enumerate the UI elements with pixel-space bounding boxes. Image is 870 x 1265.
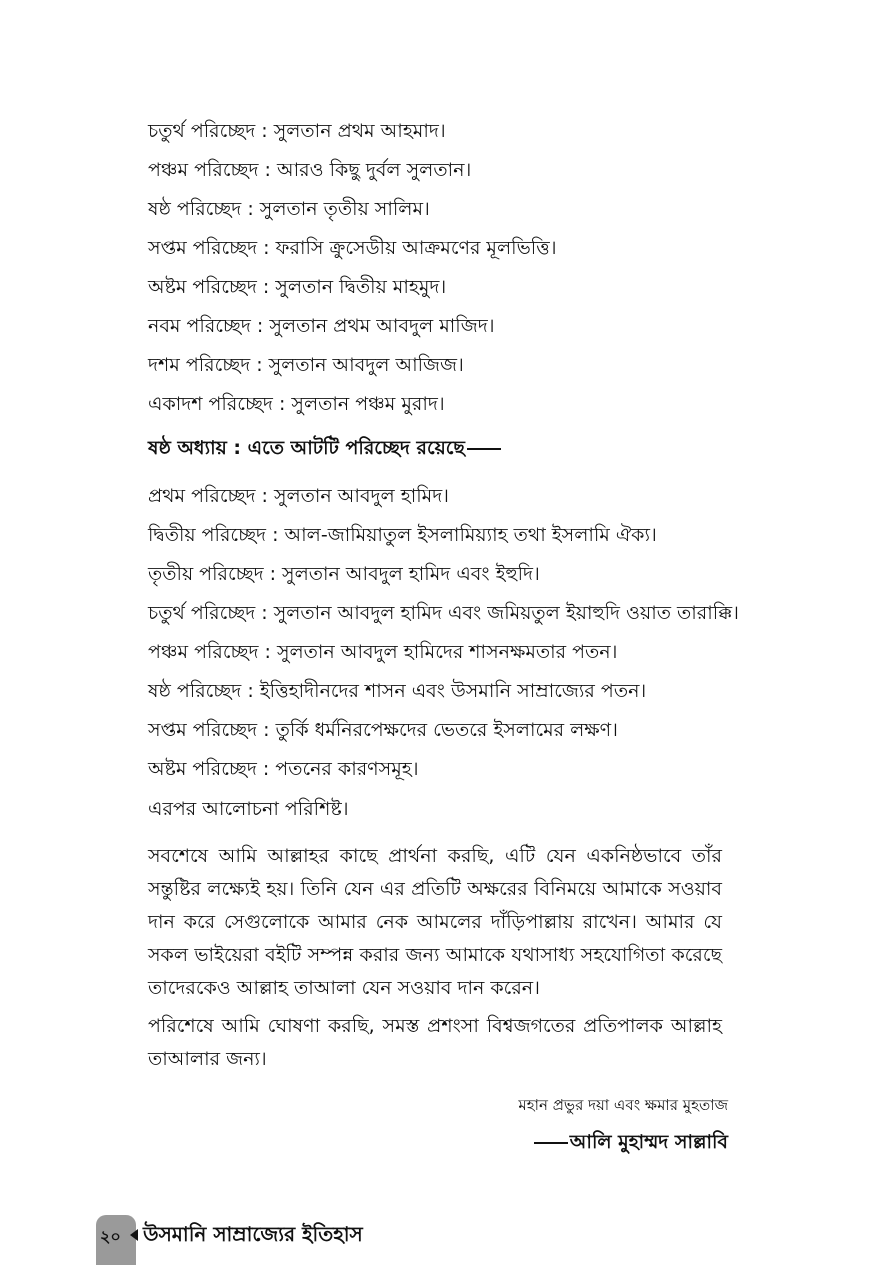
em-dash — [467, 448, 501, 450]
closing-paragraph: সবশেষে আমি আল্লাহর কাছে প্রার্থনা করছি, এটি যেন একনিষ্ঠভাবে তাঁর সন্তুষ্টির লক্ষ্যেই হয়। তিনি যেন এর প্রতিটি অক্ষরের বিনিময়ে আমাকে সওয়াব দান করে সেগুলোকে আমার নেক আমলের দাঁড়িপাল্লায় রাখেন। আমার যে সকল ভাইয়েরা বইটি সম্পন্ন করার জন্য আমাকে যথাসাধ্য সহযোগিতা করেছে তাদেরকেও আল্লাহ তাআলা যেন সওয়াব দান করেন। — [148, 845, 722, 999]
toc-item: তৃতীয় পরিচ্ছেদ : সুলতান আবদুল হামিদ এবং ইহুদি। — [148, 563, 540, 585]
toc-item: চতুর্থ পরিচ্ছেদ : সুলতান আবদুল হামিদ এবং জমিয়তুল ইয়াহুদি ওয়াত তারাক্কি। — [148, 602, 739, 624]
final-paragraph: পরিশেষে আমি ঘোষণা করছি, সমস্ত প্রশংসা বিশ্বজগতের প্রতিপালক আল্লাহ তাআলার জন্য। — [148, 1015, 722, 1070]
toc-item: সপ্তম পরিচ্ছেদ : ফরাসি ক্রুসেডীয় আক্রমণের মূলভিত্তি। — [148, 237, 557, 259]
page-number: ২০ — [100, 1227, 121, 1246]
toc-item: পঞ্চম পরিচ্ছেদ : সুলতান আবদুল হামিদের শাসনক্ষমতার পতন। — [148, 641, 618, 663]
toc-list-part1 — [148, 112, 748, 424]
toc-item: অষ্টম পরিচ্ছেদ : সুলতান দ্বিতীয় মাহমুদ। — [148, 276, 447, 298]
chapter-heading-text: ষষ্ঠ অধ্যায় : এতে আটটি পরিচ্ছেদ রয়েছে — [148, 437, 465, 459]
author-signature — [534, 1128, 728, 1160]
toc-item: দশম পরিচ্ছেদ : সুলতান আবদুল আজিজ। — [148, 354, 464, 376]
signature-caption: মহান প্রভুর দয়া এবং ক্ষমার মুহতাজ — [518, 1096, 728, 1114]
toc-item: পঞ্চম পরিচ্ছেদ : আরও কিছু দুর্বল সুলতান। — [148, 159, 472, 181]
toc-item: অষ্টম পরিচ্ছেদ : পতনের কারণসমূহ। — [148, 758, 419, 780]
toc-item: প্রথম পরিচ্ছেদ : সুলতান আবদুল হামিদ। — [148, 485, 449, 507]
em-dash — [534, 1142, 568, 1144]
toc-item: দ্বিতীয় পরিচ্ছেদ : আল-জামিয়াতুল ইসলামিয়্যাহ তথা ইসলামি ঐক্য। — [148, 524, 657, 546]
toc-item: নবম পরিচ্ছেদ : সুলতান প্রথম আবদুল মাজিদ। — [148, 315, 495, 337]
toc-item: ষষ্ঠ পরিচ্ছেদ : সুলতান তৃতীয় সালিম। — [148, 198, 430, 220]
appendix-note: এরপর আলোচনা পরিশিষ্ট। — [148, 798, 349, 820]
running-title: উসমানি সাম্রাজ্যের ইতিহাস — [143, 1222, 363, 1246]
toc-item: ষষ্ঠ পরিচ্ছেদ : ইত্তিহাদীনদের শাসন এবং উসমানি সাম্রাজ্যের পতন। — [148, 680, 647, 702]
author-name: আলি মুহাম্মদ সাল্লাবি — [569, 1131, 728, 1153]
toc-item: সপ্তম পরিচ্ছেদ : তুর্কি ধর্মনিরপেক্ষদের ভেতরে ইসলামের লক্ষণ। — [148, 719, 618, 741]
arrow-left-icon — [130, 1229, 138, 1241]
chapter-heading — [148, 434, 501, 466]
toc-item: একাদশ পরিচ্ছেদ : সুলতান পঞ্চম মুরাদ। — [148, 393, 445, 415]
toc-list-part2 — [148, 477, 758, 789]
toc-item: চতুর্থ পরিচ্ছেদ : সুলতান প্রথম আহমাদ। — [148, 120, 446, 142]
